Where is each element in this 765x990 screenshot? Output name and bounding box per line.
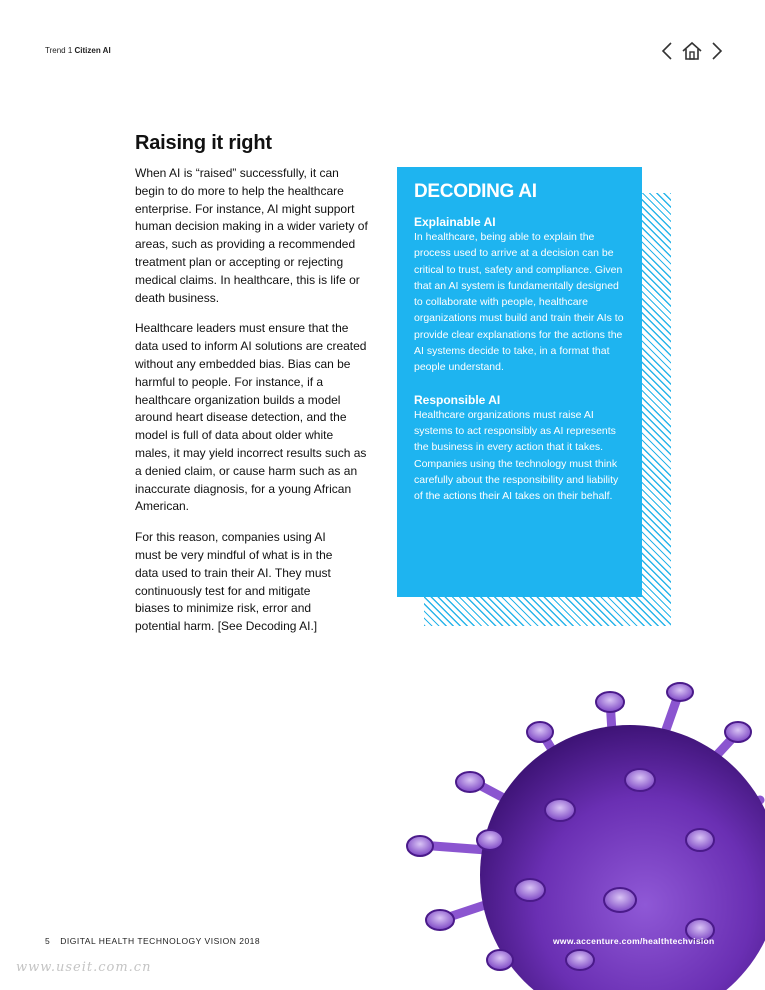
sidebar-text: Healthcare organizations must raise AI systems to act responsibly as AI represents the business in every action that it takes. Companies using the technology must think carefully about the responsibility and liability of the actions their AI takes on their behalf.: [414, 408, 619, 503]
trend-name: Citizen AI: [74, 46, 111, 55]
sidebar-title: DECODING AI: [414, 181, 537, 202]
sidebar-text: In healthcare, being able to explain the process used to arrive at a decision can be critical to trust, safety and compliance. Given that an AI system is fundamentally designed to collaborate with people, healthcare organizations must build and train their AIs to provide clear explanations for the actions the AI systems decide to take, in a format that people understand.: [414, 231, 624, 374]
decoding-ai-sidebar: [397, 167, 642, 597]
article-paragraph: When AI is “raised” successfully, it can begin to do more to help the healthcare enterprise. For instance, AI might support human decision making in a wider variety of areas, such as providing a recommended treatment plan or accepting or rejecting medical claims. In healthcare, this is life or death business.: [135, 166, 368, 305]
page-navigation: [661, 41, 723, 66]
home-icon[interactable]: [681, 41, 703, 66]
trend-prefix: Trend 1: [45, 46, 73, 55]
footer-url[interactable]: www.accenture.com/healthtechvision: [553, 936, 715, 946]
watermark: www.useit.com.cn: [16, 960, 152, 975]
publication-title: DIGITAL HEALTH TECHNOLOGY VISION 2018: [60, 936, 261, 946]
article-paragraph: Healthcare leaders must ensure that the data used to inform AI solutions are created without any embedded bias. Bias can be harmful to people. For instance, if a healthcare organization builds a model around heart disease detection, and the model is full of data about older white males, it may yield incorrect results such as a denied claim, or cause harm such as an inaccurate diagnosis, for a young African American.: [135, 321, 367, 514]
article-body: [135, 165, 370, 649]
page-title: Raising it right: [135, 132, 272, 154]
section-label: [45, 46, 111, 55]
footer-publication: [45, 936, 260, 946]
chevron-left-icon[interactable]: [661, 41, 673, 66]
article-paragraph: For this reason, companies using AI must be very mindful of what is in the data used to train their AI. They must continuously test for and mitigate biases to minimize risk, error and potential harm. [See Decoding AI.]: [135, 530, 333, 634]
sidebar-heading: Responsible AI: [414, 392, 501, 407]
page-number: 5: [45, 936, 51, 946]
chevron-right-icon[interactable]: [711, 41, 723, 66]
sidebar-heading: Explainable AI: [414, 215, 496, 229]
